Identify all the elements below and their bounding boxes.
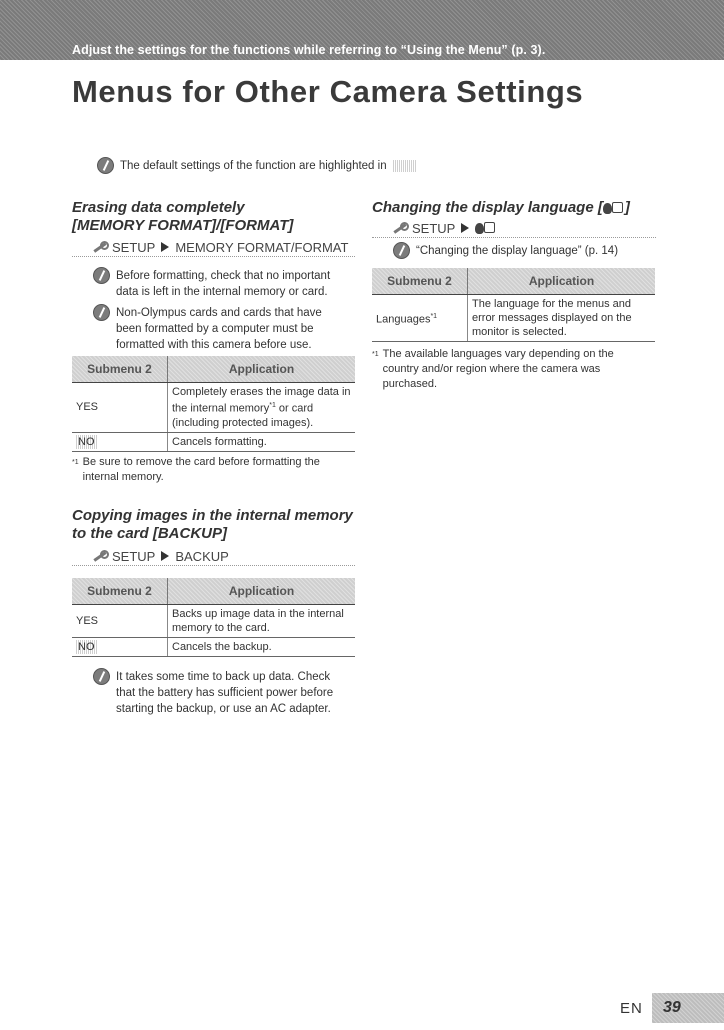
wrench-icon: [392, 222, 408, 234]
highlight-swatch: [393, 160, 417, 172]
backup-note: [93, 669, 348, 717]
col-header-submenu: Submenu 2: [372, 268, 468, 295]
application-cell: The language for the menus and error messages displayed on the monitor is selected.: [468, 295, 656, 342]
col-header-submenu: Submenu 2: [72, 578, 168, 605]
footnote-mark: *1: [430, 312, 438, 320]
erase-section-title: [72, 199, 293, 235]
erase-menu-path: [72, 238, 355, 257]
table-header-row: [72, 578, 355, 605]
language-path-setup: SETUP: [412, 220, 456, 236]
erase-path-setup: SETUP: [112, 239, 156, 255]
default-highlight: NO: [78, 641, 95, 653]
col-header-application: Application: [468, 268, 656, 295]
backup-path-item: BACKUP: [175, 548, 229, 564]
app-text: or card (including protected images).: [172, 402, 314, 429]
arrow-icon: [161, 551, 169, 561]
erase-path-item: MEMORY FORMAT/FORMAT: [175, 239, 349, 255]
language-note: [393, 243, 653, 259]
application-cell: Backs up image data in the internal memory to the card.: [168, 605, 356, 638]
footer-language: EN: [620, 1000, 643, 1017]
erase-title-line2: [MEMORY FORMAT]/[FORMAT]: [72, 217, 294, 234]
language-footnote-text: The available languages vary depending on the country and/or region where the camera was purchased.: [382, 348, 614, 390]
note-icon: [93, 304, 110, 321]
col-header-submenu: Submenu 2: [72, 356, 168, 383]
erase-note-1: [93, 268, 348, 300]
backup-title-line1: Copying images in the internal memory: [72, 507, 353, 524]
note-icon: [393, 242, 410, 259]
erase-title-line1: Erasing data completely: [72, 199, 245, 216]
header-text: Adjust the settings for the functions while referring to “Using the Menu” (p. 3).: [72, 43, 546, 57]
language-title-text: Changing the display language [: [372, 199, 603, 216]
footnote-mark: *1: [269, 402, 276, 409]
page-number-box: [652, 993, 724, 1023]
table-row: [72, 383, 355, 433]
option-cell: YES: [72, 605, 168, 638]
language-note-text: “Changing the display language” (p. 14): [416, 245, 619, 257]
wrench-icon: [92, 241, 108, 253]
table-header-row: [72, 356, 355, 383]
backup-table: [72, 578, 355, 657]
application-cell: Cancels formatting.: [168, 432, 356, 451]
arrow-icon: [461, 223, 469, 233]
page-title: Menus for Other Camera Settings: [72, 74, 584, 109]
app-text: Completely erases the image data in the internal memory: [172, 386, 351, 415]
backup-note-text: It takes some time to back up data. Check that the battery has sufficient power before starting the backup, or use an AC adapter.: [116, 671, 334, 715]
col-header-application: Application: [168, 356, 356, 383]
option-cell: [72, 638, 168, 657]
default-highlight: NO: [78, 435, 95, 448]
language-table: [372, 268, 655, 342]
option-cell: [72, 432, 168, 451]
footnote-mark: *1: [372, 351, 379, 358]
language-title-end: ]: [624, 199, 630, 216]
erase-note-2: [93, 305, 348, 353]
erase-table: [72, 356, 355, 452]
footnote-mark: *1: [72, 459, 79, 466]
option-cell: YES: [72, 383, 168, 433]
option-cell: [372, 295, 468, 342]
table-row: [72, 432, 355, 451]
language-footnote: [372, 347, 647, 392]
application-cell: [168, 383, 356, 433]
col-header-application: Application: [168, 578, 356, 605]
erase-footnote-text: Be sure to remove the card before formatting the internal memory.: [82, 456, 320, 483]
table-row: [72, 605, 355, 638]
language-icon: [603, 201, 625, 215]
page-number: 39: [663, 999, 681, 1016]
backup-menu-path: [72, 547, 355, 566]
wrench-icon: [92, 550, 108, 562]
backup-section-title: [72, 507, 353, 543]
arrow-icon: [161, 242, 169, 252]
intro-note: [97, 157, 417, 174]
note-icon: [93, 267, 110, 284]
table-header-row: [372, 268, 655, 295]
intro-text: The default settings of the function are highlighted in: [120, 159, 387, 172]
note-icon: [97, 157, 114, 174]
table-row: [372, 295, 655, 342]
language-menu-path: [372, 219, 656, 238]
note-icon: [93, 668, 110, 685]
backup-path-setup: SETUP: [112, 548, 156, 564]
backup-title-line2: to the card [BACKUP]: [72, 525, 228, 542]
option-text: Languages: [376, 313, 431, 326]
erase-note-1-text: Before formatting, check that no important data is left in the internal memory or card.: [116, 270, 331, 298]
language-section-title: [372, 199, 630, 217]
language-icon: [475, 221, 497, 235]
application-cell: Cancels the backup.: [168, 638, 356, 657]
table-row: [72, 638, 355, 657]
erase-note-2-text: Non-Olympus cards and cards that have been formatted by a computer must be formatted with this camera before use.: [116, 307, 322, 351]
erase-footnote: [72, 455, 352, 485]
